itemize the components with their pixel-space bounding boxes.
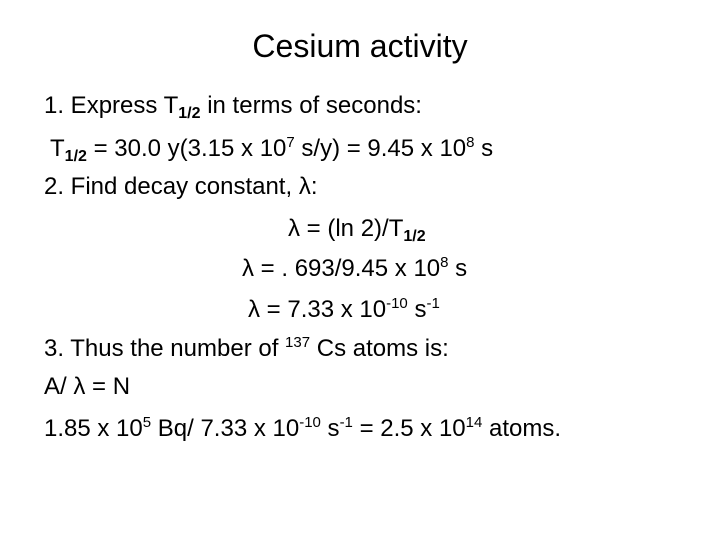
step-2-heading (44, 172, 317, 202)
text-run: in terms of seconds: (200, 92, 422, 119)
text-run: = 30.0 y(3.15 x 10 (86, 135, 287, 162)
superscript: 7 (286, 134, 295, 151)
text-run: 1.85 x 10 (44, 415, 143, 442)
text-run: = 2.5 x 10 (352, 415, 466, 442)
superscript: -1 (339, 414, 353, 431)
superscript: 14 (465, 414, 483, 431)
superscript: 8 (466, 134, 475, 151)
decay-constant-substitution (242, 254, 467, 284)
text-run: λ = 7.33 x 10 (248, 296, 387, 323)
text-run: s (474, 135, 494, 162)
text-run: λ = (ln 2)/T (288, 215, 404, 242)
text-run: s (407, 296, 427, 323)
decay-constant-formula (288, 214, 426, 244)
half-life-conversion (50, 134, 493, 164)
superscript: 137 (285, 334, 311, 351)
decay-constant-result (248, 295, 440, 325)
activity-relation (44, 372, 130, 402)
text-run: A/ λ = N (44, 373, 131, 400)
text-run: s/y) = 9.45 x 10 (294, 135, 467, 162)
subscript: 1/2 (178, 105, 201, 122)
superscript: 8 (440, 254, 449, 271)
subscript: 1/2 (64, 148, 87, 165)
slide-title: Cesium activity (252, 28, 468, 64)
text-run: λ = . 693/9.45 x 10 (242, 255, 441, 282)
text-run: s (448, 255, 468, 282)
superscript: -10 (299, 414, 321, 431)
text-run: 2. Find decay constant, λ: (44, 173, 318, 200)
text-run: atoms. (482, 415, 562, 442)
superscript: -10 (386, 295, 408, 312)
text-run: s (320, 415, 340, 442)
step-1-heading (44, 91, 422, 121)
step-3-heading (44, 334, 449, 364)
subscript: 1/2 (403, 228, 426, 245)
atom-count-calculation (44, 414, 561, 444)
text-run: 1. Express T (44, 92, 179, 119)
text-run: Cs atoms is: (310, 335, 449, 362)
superscript: -1 (426, 295, 440, 312)
text-run: T (50, 135, 65, 162)
text-run: Bq/ 7.33 x 10 (151, 415, 300, 442)
superscript: 5 (142, 414, 152, 431)
text-run: 3. Thus the number of (44, 335, 286, 362)
